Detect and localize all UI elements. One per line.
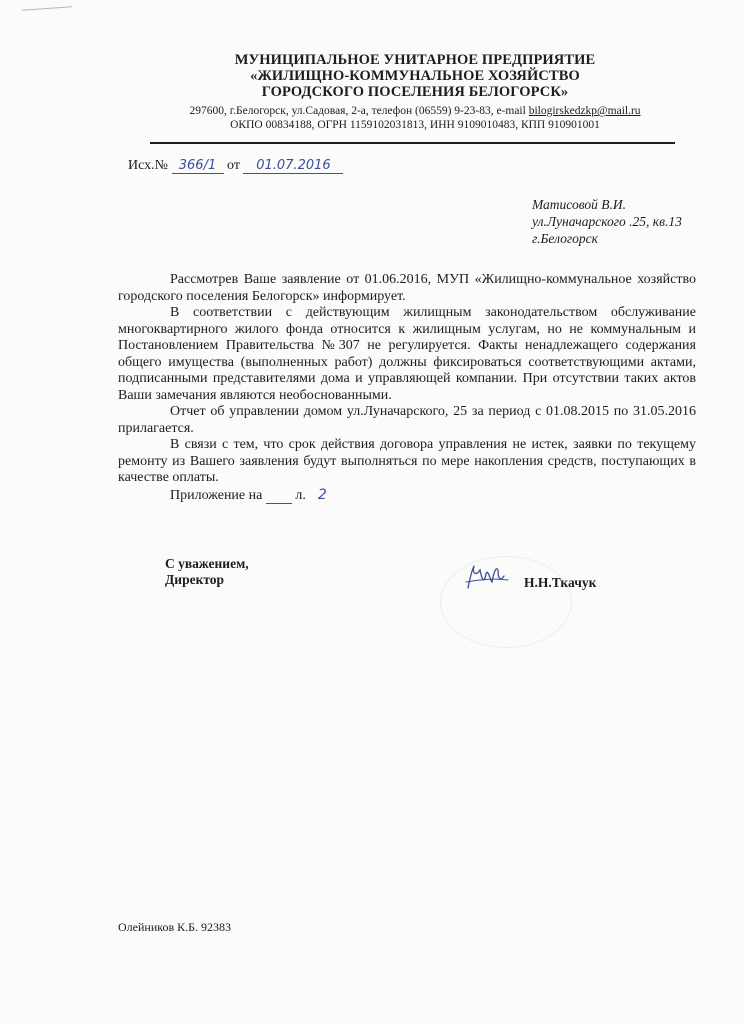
email-link[interactable]: bilogirskedzkp@mail.ru [528, 105, 641, 117]
org-codes: ОКПО 00834188, ОГРН 1159102031813, ИНН 9109010483, КПП 910901001 [230, 119, 600, 131]
org-address [150, 104, 680, 118]
attachment-suffix: л. [295, 487, 306, 503]
recipient-name: Матисовой В.И. [532, 197, 627, 212]
recipient-block [532, 196, 682, 247]
signature-icon [462, 560, 512, 596]
org-name-line2: «ЖИЛИЩНО-КОММУНАЛЬНОЕ ХОЗЯЙСТВО [250, 68, 580, 84]
body-paragraph-3: Отчет об управлении домом ул.Луначарского, 25 за период с 01.08.2015 по 31.05.2016 прилагается. [118, 404, 696, 436]
org-name-line1: МУНИЦИПАЛЬНОЕ УНИТАРНОЕ ПРЕДПРИЯТИЕ [234, 52, 596, 68]
attachment-line [118, 487, 696, 505]
header-divider [150, 142, 675, 144]
body-paragraph-2: В соответствии с действующим жилищным законодательством обслуживание многоквартирного жилого фонда относится к жилищным услугам, но не коммунальным и Постановлением Правительства №307 не регулируется. Факты ненадлежащего содержания общего имущества (выполненных работ) должны фиксироваться соответствующими актами, подписанными представителями дома и управляющей компании. При отсутствии таких актов Ваши замечания являются необоснованными. [118, 305, 696, 403]
outgoing-number [128, 158, 343, 174]
letter-body [118, 272, 696, 504]
attachment-prefix: Приложение на [170, 487, 263, 503]
attachment-count: 2 [266, 487, 292, 505]
letterhead [150, 52, 680, 132]
closing-position: Директор [165, 572, 225, 587]
executor-note: Олейников К.Б. 92383 [118, 920, 232, 934]
closing-regards: С уважением, [165, 556, 249, 571]
outgoing-number-value: 366/1 [172, 158, 224, 174]
body-paragraph-1: Рассмотрев Ваше заявление от 01.06.2016, МУП «Жилищно-коммунальное хозяйство городского поселения Белогорск» информирует. [118, 272, 696, 304]
body-paragraph-4: В связи с тем, что срок действия договора управления не истек, заявки по текущему ремонту из Вашего заявления будут выполняться по мере накопления средств, поступающих в качестве оплаты. [118, 437, 696, 485]
outgoing-prefix: Исх.№ [128, 158, 168, 173]
org-name-line3: ГОРОДСКОГО ПОСЕЛЕНИЯ БЕЛОГОРСК» [261, 84, 569, 100]
outgoing-date-prefix: от [227, 158, 240, 173]
closing-block [165, 556, 249, 588]
recipient-street: ул.Луначарского .25, кв.13 [532, 214, 682, 229]
recipient-city: г.Белогорск [532, 231, 598, 246]
signer-name: Н.Н.Ткачук [524, 575, 597, 590]
scan-mark [22, 6, 72, 15]
outgoing-date-value: 01.07.2016 [243, 158, 343, 174]
address-text: 297600, г.Белогорск, ул.Садовая, 2-а, телефон (06559) 9-23-83, e-mail [189, 105, 526, 117]
